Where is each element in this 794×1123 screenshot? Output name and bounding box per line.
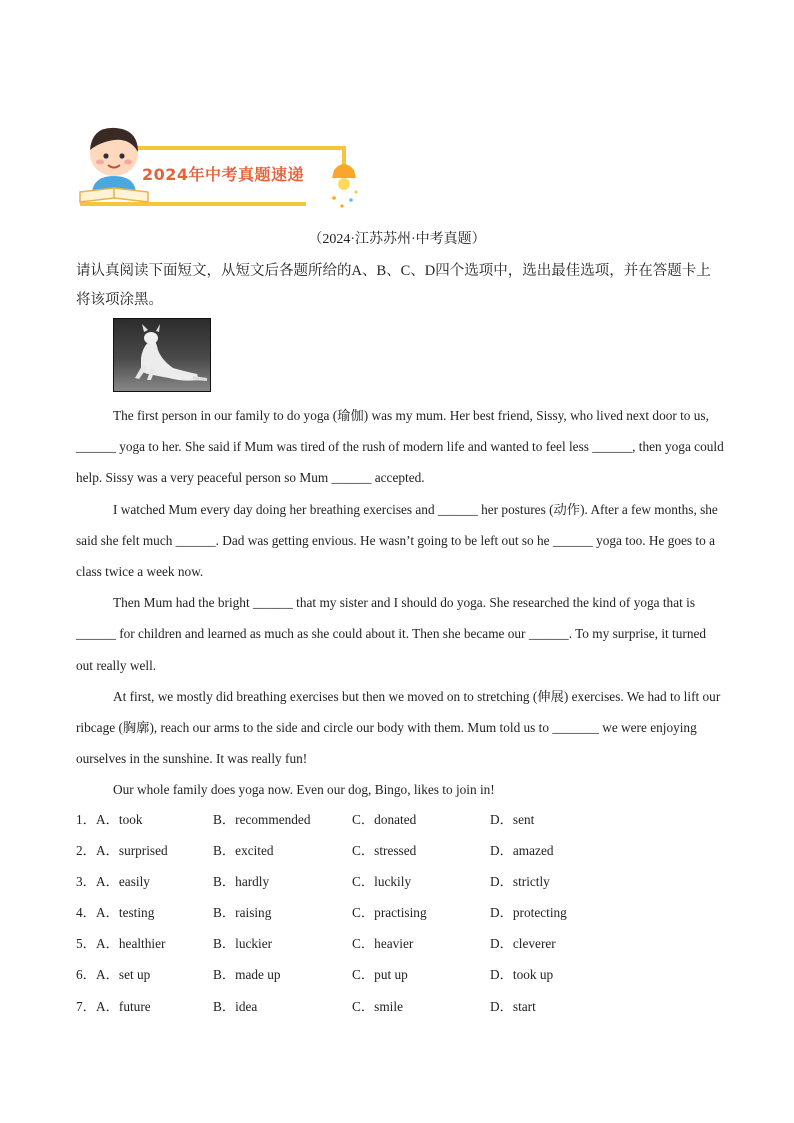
question-number: 2． xyxy=(76,843,96,859)
option-a: A．future xyxy=(96,998,151,1014)
option-b: B．raising xyxy=(213,905,272,921)
option-b: B．luckier xyxy=(213,936,273,952)
option-a: A．healthier xyxy=(96,936,166,952)
option-a: A．testing xyxy=(96,905,155,921)
option-a: A．set up xyxy=(96,967,151,983)
question-number: 1． xyxy=(76,812,96,827)
passage-paragraph: At first, we mostly did breathing exercises but then we moved on to stretching (伸展) exercises. We had to lift our ribcage (胸廓), reach our arms to the side and circle our body with them. Mum told us to _______ we were enjoying ourselves in the sunshine. It was really fun! xyxy=(76,688,721,767)
question-row xyxy=(76,991,722,1022)
passage xyxy=(76,400,724,806)
question-row xyxy=(76,897,722,928)
instruction-text: 请认真阅读下面短文，从短文后各题所给的A、B、C、D四个选项中，选出最佳选项，并在答题卡上将该项涂黑。 xyxy=(76,263,711,308)
passage-paragraph: The first person in our family to do yoga (瑜伽) was my mum. Her best friend, Sissy, who lived next door to us, ______ yoga to her. She said if Mum was tired of the rush of modern life and wanted to feel less ______, then yoga could help. Sissy was a very peaceful person so Mum ______ accepted. xyxy=(76,408,724,486)
option-c: C．stressed xyxy=(352,843,417,859)
question-row xyxy=(76,928,722,959)
question-row xyxy=(76,959,722,990)
passage-paragraph: Then Mum had the bright ______ that my sister and I should do yoga. She researched the kind of yoga that is ______ for children and learned as much as she could about it. Then she became our ______. To my surprise, it turned out really well. xyxy=(76,595,707,673)
option-b: B．made up xyxy=(213,967,281,983)
option-d: D．protecting xyxy=(490,905,567,921)
question-source: （2024·江苏苏州·中考真题） xyxy=(308,232,486,247)
question-number: 6． xyxy=(76,967,96,983)
option-d: D．start xyxy=(490,998,536,1014)
option-d: D．strictly xyxy=(490,874,550,890)
option-b: B．excited xyxy=(213,843,274,859)
option-c: C．smile xyxy=(352,998,403,1014)
question-options-list xyxy=(76,804,722,1022)
option-d: D．took up xyxy=(490,967,554,983)
passage-paragraph: I watched Mum every day doing her breathing exercises and ______ her postures (动作). After a few months, she said she felt much ______. Dad was getting envious. He wasn’t going to be left out so he ______ yoga too. He goes to a class twice a week now. xyxy=(76,501,718,580)
passage-paragraph: Our whole family does yoga now. Even our dog, Bingo, likes to join in! xyxy=(113,782,495,798)
question-number: 4． xyxy=(76,905,96,921)
banner-title: 2024年中考真题速递 xyxy=(142,165,305,184)
option-c: C．donated xyxy=(352,812,417,827)
option-b: B．hardly xyxy=(213,874,270,890)
question-row xyxy=(76,835,722,866)
option-c: C．heavier xyxy=(352,936,414,952)
question-row xyxy=(76,866,722,897)
question-number: 7． xyxy=(76,998,96,1014)
option-a: A．easily xyxy=(96,874,150,890)
option-c: C．practising xyxy=(352,905,427,921)
option-a: A．took xyxy=(96,812,143,827)
option-b: B．recommended xyxy=(213,812,311,827)
option-b: B．idea xyxy=(213,998,258,1014)
question-row xyxy=(76,804,722,835)
option-d: D．cleverer xyxy=(490,936,556,952)
dog-yoga-photo xyxy=(113,318,211,392)
option-a: A．surprised xyxy=(96,843,168,859)
option-d: D．amazed xyxy=(490,843,554,859)
option-c: C．luckily xyxy=(352,874,412,890)
option-c: C．put up xyxy=(352,967,408,983)
question-number: 3． xyxy=(76,874,96,890)
question-number: 5． xyxy=(76,936,96,952)
option-d: D．sent xyxy=(490,812,535,827)
